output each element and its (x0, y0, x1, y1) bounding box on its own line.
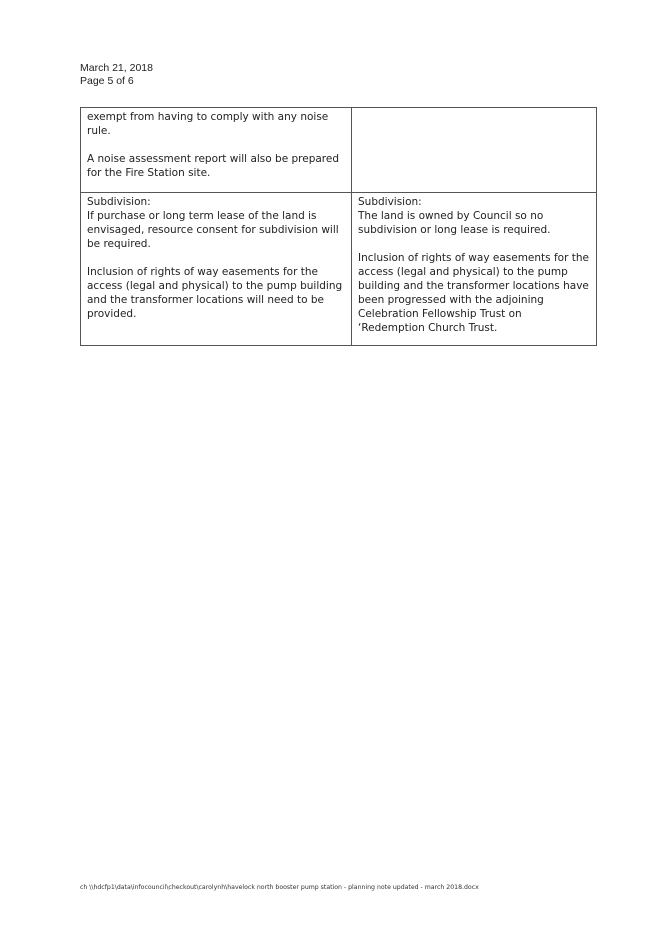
header-date: March 21, 2018 (80, 62, 153, 74)
cell-paragraph: Inclusion of rights of way easements for the access (legal and physical) to the pump building and the transformer locations will need to be provided. (87, 266, 343, 320)
cell-paragraph: Inclusion of rights of way easements for the access (legal and physical) to the pump building and the transformer locations have been progressed with the adjoining Celebration Fellowship Trust on ‘Redemption Church Trust. (358, 252, 589, 334)
cell-paragraph: If purchase or long term lease of the land is envisaged, resource consent for subdivision will be required. (87, 210, 339, 250)
table-cell-left (81, 108, 352, 193)
cell-paragraph: A noise assessment report will also be prepared for the Fire Station site. (87, 153, 340, 179)
table-row (81, 108, 597, 193)
footer-file-path: ch \\hdcfp1\data\infocouncil\checkout\carolynh\havelock north booster pump station - planning note updated - march 2018.docx (80, 884, 479, 891)
cell-heading: Subdivision: (87, 196, 151, 208)
planning-table (80, 107, 597, 346)
table-cell-right (352, 108, 597, 193)
cell-heading: Subdivision: (358, 196, 422, 208)
table-row (81, 193, 597, 346)
table-cell-right (352, 193, 597, 346)
cell-paragraph: The land is owned by Council so no subdivision or long lease is required. (358, 210, 551, 236)
header-page-number: Page 5 of 6 (80, 75, 134, 87)
page-header (80, 62, 153, 88)
table-cell-left (81, 193, 352, 346)
cell-paragraph: exempt from having to comply with any noise rule. (87, 111, 329, 137)
